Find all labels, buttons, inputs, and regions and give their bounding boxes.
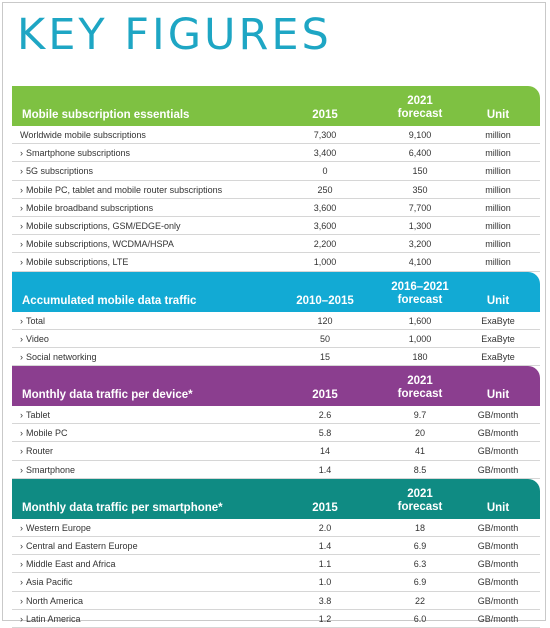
row-label-text: Mobile subscriptions, GSM/EDGE-only <box>26 220 181 231</box>
row-label <box>20 614 81 624</box>
table-row <box>12 610 540 628</box>
value-unit: million <box>485 220 511 231</box>
chevron-right-icon: › <box>20 148 23 159</box>
value-baseline: 2.0 <box>318 522 332 533</box>
row-label-text: Mobile subscriptions, LTE <box>26 257 129 268</box>
row-label <box>20 541 138 551</box>
chevron-right-icon: › <box>20 577 23 588</box>
section-0 <box>12 86 540 272</box>
value-baseline: 120 <box>317 315 333 326</box>
value-unit: million <box>485 130 511 140</box>
chevron-right-icon: › <box>20 522 23 533</box>
value-baseline: 1.4 <box>318 464 332 475</box>
value-unit: GB/month <box>477 613 519 624</box>
value-forecast: 18 <box>414 522 425 533</box>
table-row <box>12 312 540 330</box>
value-unit: million <box>485 239 511 250</box>
column-header-unit: Unit <box>486 109 510 121</box>
chevron-right-icon: › <box>20 541 23 551</box>
value-baseline: 3,400 <box>313 148 337 159</box>
value-baseline: 7,300 <box>313 130 337 140</box>
value-baseline: 50 <box>319 333 330 344</box>
value-unit: GB/month <box>477 577 519 588</box>
row-label <box>20 203 153 213</box>
table-row <box>12 573 540 591</box>
row-label <box>20 316 45 326</box>
row-label-text: Mobile subscriptions, WCDMA/HSPA <box>26 239 174 250</box>
value-baseline: 14 <box>319 446 330 457</box>
row-label <box>20 596 83 606</box>
table-row <box>12 181 540 199</box>
value-unit: ExaByte <box>481 351 515 362</box>
value-forecast: 6.9 <box>413 541 427 551</box>
column-header-baseline: 2015 <box>312 109 338 121</box>
row-label-text: Smartphone <box>26 464 76 475</box>
row-label-text: Western Europe <box>26 522 91 533</box>
page-title: KEY FIGURES <box>17 10 332 60</box>
table-row <box>12 442 540 460</box>
table-row <box>12 126 540 144</box>
chevron-right-icon: › <box>20 184 23 195</box>
section-title: Monthly data traffic per device* <box>22 389 193 402</box>
table-row <box>12 330 540 348</box>
row-label-text: Worldwide mobile subscriptions <box>20 130 146 140</box>
value-forecast: 8.5 <box>413 464 427 475</box>
section-2 <box>12 366 540 479</box>
value-forecast: 1,300 <box>408 220 432 231</box>
value-forecast: 20 <box>414 428 425 439</box>
value-baseline: 1.2 <box>318 613 332 624</box>
row-label-text: Total <box>26 315 46 326</box>
value-baseline: 15 <box>319 351 330 362</box>
row-label <box>20 130 146 140</box>
column-header-unit: Unit <box>486 389 510 402</box>
row-label-text: Central and Eastern Europe <box>26 541 138 551</box>
chevron-right-icon: › <box>20 202 23 213</box>
section-header <box>12 479 540 519</box>
chevron-right-icon: › <box>20 410 23 421</box>
value-baseline: 2,200 <box>313 239 337 250</box>
section-title: Accumulated mobile data traffic <box>22 294 197 307</box>
value-forecast: 6.9 <box>413 577 427 588</box>
value-unit: ExaByte <box>481 333 515 344</box>
table-row <box>12 217 540 235</box>
row-label-text: Social networking <box>26 351 97 362</box>
chevron-right-icon: › <box>20 428 23 439</box>
value-baseline: 250 <box>317 184 333 195</box>
table-row <box>12 519 540 537</box>
column-header-forecast: 2021 forecast <box>397 487 443 513</box>
value-forecast: 9,100 <box>408 130 432 140</box>
row-label <box>20 559 116 569</box>
table-row <box>12 424 540 442</box>
row-label <box>20 221 181 231</box>
column-header-forecast: 2016–2021 forecast <box>391 280 449 306</box>
value-forecast: 41 <box>414 446 425 457</box>
table-row <box>12 235 540 253</box>
key-figures-tables <box>12 86 540 628</box>
value-unit: million <box>485 202 511 213</box>
section-title: Monthly data traffic per smartphone* <box>22 501 223 514</box>
column-header-unit: Unit <box>486 501 510 514</box>
row-label-text: Video <box>26 333 49 344</box>
chevron-right-icon: › <box>20 220 23 231</box>
chevron-right-icon: › <box>20 257 23 268</box>
chevron-right-icon: › <box>20 239 23 250</box>
table-row <box>12 199 540 217</box>
row-label-text: North America <box>26 595 84 606</box>
row-label-text: Tablet <box>26 410 51 421</box>
value-unit: GB/month <box>477 595 519 606</box>
row-label-text: Smartphone subscriptions <box>26 148 131 159</box>
chevron-right-icon: › <box>20 559 23 570</box>
value-forecast: 6.3 <box>413 559 427 570</box>
column-header-baseline: 2010–2015 <box>296 294 354 307</box>
row-label <box>20 523 91 533</box>
table-row <box>12 537 540 555</box>
value-unit: million <box>485 257 511 268</box>
row-label <box>20 239 174 249</box>
table-row <box>12 144 540 162</box>
column-header-baseline: 2015 <box>312 389 338 402</box>
column-header-forecast: 2021 forecast <box>397 95 443 120</box>
chevron-right-icon: › <box>20 333 23 344</box>
value-forecast: 22 <box>414 595 425 606</box>
value-unit: GB/month <box>477 410 519 421</box>
table-row <box>12 592 540 610</box>
value-unit: ExaByte <box>481 315 515 326</box>
value-forecast: 4,100 <box>408 257 432 268</box>
section-3 <box>12 479 540 628</box>
table-row <box>12 348 540 366</box>
table-row <box>12 253 540 271</box>
value-baseline: 1.4 <box>318 541 332 551</box>
section-title: Mobile subscription essentials <box>22 109 190 121</box>
value-baseline: 1,000 <box>313 257 337 268</box>
chevron-right-icon: › <box>20 446 23 457</box>
row-label-text: Mobile PC <box>26 428 68 439</box>
row-label <box>20 446 53 456</box>
row-label <box>20 410 50 420</box>
chevron-right-icon: › <box>20 315 23 326</box>
row-label-text: Middle East and Africa <box>26 559 116 570</box>
value-forecast: 9.7 <box>413 410 427 421</box>
value-forecast: 350 <box>412 184 428 195</box>
table-row <box>12 162 540 180</box>
row-label <box>20 257 128 267</box>
row-label-text: Mobile broadband subscriptions <box>26 202 154 213</box>
value-unit: GB/month <box>477 541 519 551</box>
row-label <box>20 148 130 158</box>
value-baseline: 1.0 <box>318 577 332 588</box>
section-header <box>12 366 540 406</box>
row-label-text: Latin America <box>26 613 81 624</box>
chevron-right-icon: › <box>20 464 23 475</box>
value-baseline: 3.8 <box>318 595 332 606</box>
value-unit: GB/month <box>477 464 519 475</box>
value-unit: GB/month <box>477 559 519 570</box>
value-forecast: 180 <box>412 351 428 362</box>
column-header-forecast: 2021 forecast <box>397 375 443 401</box>
row-label-text: Mobile PC, tablet and mobile router subscriptions <box>26 184 223 195</box>
value-baseline: 2.6 <box>318 410 332 421</box>
column-header-baseline: 2015 <box>312 501 338 514</box>
value-forecast: 1,600 <box>408 315 432 326</box>
value-unit: million <box>485 148 511 159</box>
section-header <box>12 272 540 312</box>
value-forecast: 150 <box>412 166 428 177</box>
value-forecast: 7,700 <box>408 202 432 213</box>
value-unit: GB/month <box>477 522 519 533</box>
row-label <box>20 577 73 587</box>
row-label <box>20 352 97 362</box>
row-label-text: Router <box>26 446 54 457</box>
value-baseline: 5.8 <box>318 428 332 439</box>
value-baseline: 3,600 <box>313 202 337 213</box>
row-label <box>20 334 49 344</box>
row-label-text: Asia Pacific <box>26 577 73 588</box>
column-header-unit: Unit <box>486 294 510 307</box>
value-unit: million <box>485 166 511 177</box>
table-row <box>12 461 540 479</box>
row-label <box>20 428 68 438</box>
chevron-right-icon: › <box>20 613 23 624</box>
chevron-right-icon: › <box>20 166 23 177</box>
value-forecast: 6.0 <box>413 613 427 624</box>
value-unit: GB/month <box>477 446 519 457</box>
row-label-text: 5G subscriptions <box>26 166 94 177</box>
value-forecast: 1,000 <box>408 333 432 344</box>
value-baseline: 0 <box>322 166 328 177</box>
value-unit: GB/month <box>477 428 519 439</box>
chevron-right-icon: › <box>20 595 23 606</box>
section-header <box>12 86 540 126</box>
table-row <box>12 555 540 573</box>
value-baseline: 1.1 <box>318 559 332 570</box>
table-row <box>12 406 540 424</box>
value-forecast: 3,200 <box>408 239 432 250</box>
section-1 <box>12 272 540 367</box>
chevron-right-icon: › <box>20 351 23 362</box>
value-forecast: 6,400 <box>408 148 432 159</box>
row-label <box>20 166 93 176</box>
value-unit: million <box>485 184 511 195</box>
value-baseline: 3,600 <box>313 220 337 231</box>
row-label <box>20 465 75 475</box>
row-label <box>20 185 222 195</box>
